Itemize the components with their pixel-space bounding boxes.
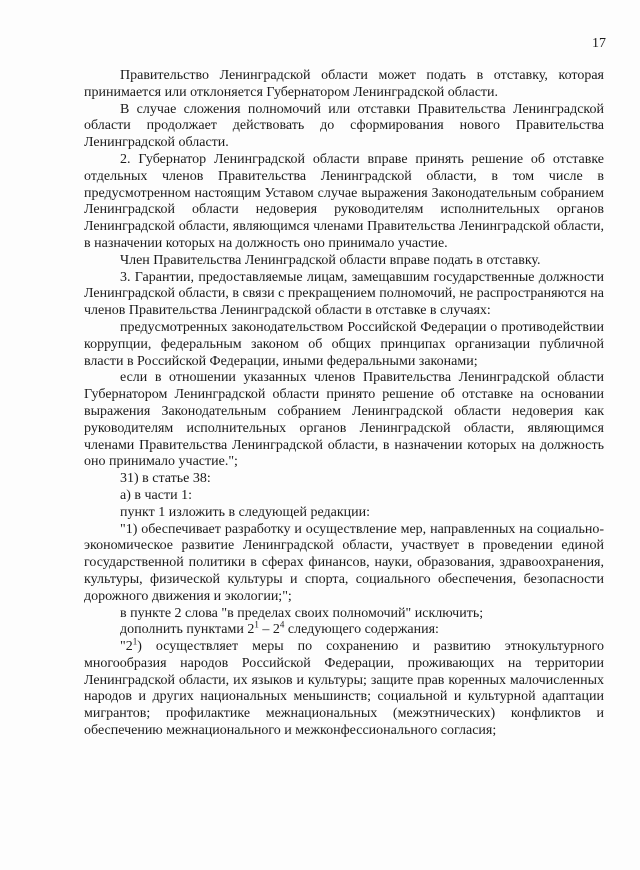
superscript: 1 xyxy=(132,636,138,647)
superscript: 1 xyxy=(254,619,259,630)
paragraph: "1) обеспечивает разработку и осуществление мер, направленных на социально-экономическое развитие Ленинградской области, участвует в проведении единой государственной политики в сферах финансов, науки, образования, здравоохранения, культуры, физической культуры и спорта, социального обеспечения, безопасности дорожного движения и экологии;"; xyxy=(84,521,604,604)
paragraph: пункт 1 изложить в следующей редакции: xyxy=(120,504,370,520)
paragraph: 31) в статье 38: xyxy=(120,471,211,487)
paragraph: 2. Губернатор Ленинградской области вправе принять решение об отставке отдельных членов Правительства Ленинградской области, в том числе в предусмотренном настоящим Уставом случае выражения Законодательным собранием Ленинградской области недоверия руководителям исполнительных органов Ленинградской области, являющимся членами Правительства Ленинградской области, в назначении которых на должность оно принимало участие. xyxy=(84,151,604,251)
paragraph: предусмотренных законодательством Российской Федерации о противодействии коррупции, федеральным законом об общих принципах организации публичной власти в Российской Федерации, иными федеральными законами; xyxy=(84,319,604,369)
paragraph xyxy=(84,619,604,639)
text-run: "2 xyxy=(120,639,133,655)
page-number: 17 xyxy=(592,36,606,51)
paragraph xyxy=(84,636,604,740)
document-body xyxy=(84,68,604,740)
paragraph: Правительство Ленинградской области может подать в отставку, которая принимается или отклоняется Губернатором Ленинградской области. xyxy=(84,68,604,100)
paragraph: 3. Гарантии, предоставляемые лицам, замещавшим государственные должности Ленинградской области, в связи с прекращением полномочий, не распространяются на членов Правительства Ленинградской области в отставке в случаях: xyxy=(84,269,604,319)
paragraph: а) в части 1: xyxy=(120,487,192,503)
text-run: – 2 xyxy=(258,622,280,638)
text-run: ) осуществляет меры по сохранению и развитию этнокультурного многообразия народов Российской Федерации, проживающих на территории Ленинградской области, их языков и культуры; защите прав коренных малочисленных народов и других национальных меньшинств; социальной и культурной адаптации мигрантов; профилактике межнациональных (межэтнических) конфликтов и обеспечению межнационального и межконфессионального согласия; xyxy=(84,639,604,739)
superscript: 4 xyxy=(279,619,285,630)
paragraph: Член Правительства Ленинградской области вправе подать в отставку. xyxy=(120,252,541,268)
paragraph: в пункте 2 слова "в пределах своих полномочий" исключить; xyxy=(120,605,484,621)
paragraph: если в отношении указанных членов Правительства Ленинградской области Губернатором Ленинградской области принято решение об отставке на основании выражения Законодательным собранием Ленинградской области недоверия как руководителям исполнительных органов Ленинградской области, являющимся членами Правительства Ленинградской области, в назначении которых на должность оно принимало участие."; xyxy=(84,370,604,470)
paragraph: В случае сложения полномочий или отставки Правительства Ленинградской области продолжает действовать до сформирования нового Правительства Ленинградской области. xyxy=(84,101,604,151)
text-run: дополнить пунктами 2 xyxy=(120,622,255,638)
text-run: следующего содержания: xyxy=(284,622,439,638)
